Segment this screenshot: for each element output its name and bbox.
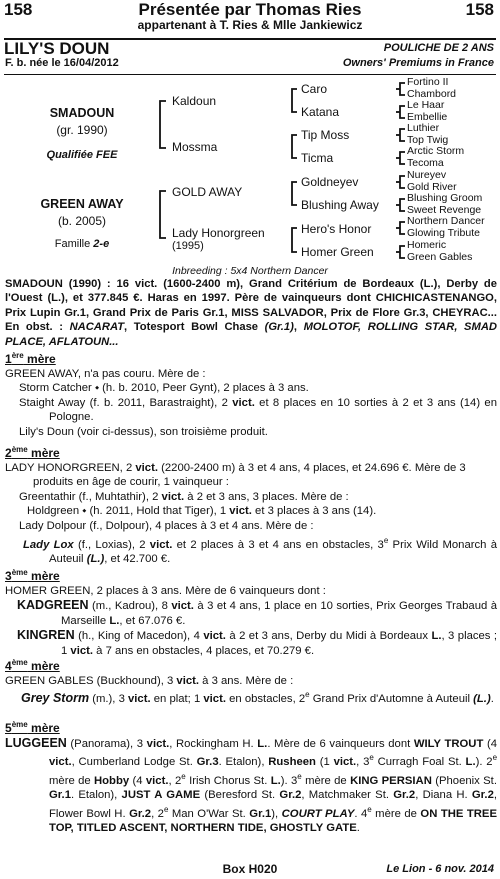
ped-gen4-13: Northern Dancer	[407, 215, 485, 227]
birth-info: F. b. née le 16/04/2012	[5, 57, 119, 69]
ped-gen3-8: Homer Green	[301, 245, 374, 259]
produce-lady-dolpour: Lady Dolpour (f., Dolpour), 4 places à 3 et 4 ans. Mère de :	[19, 519, 314, 532]
ped-gen4-16: Green Gables	[407, 251, 473, 263]
section-fourth-dam	[5, 656, 497, 707]
heading-fourth-dam: 4ème mère	[5, 658, 60, 673]
first-dam-line: GREEN AWAY, n'a pas couru. Mère de :	[5, 367, 206, 380]
ped-gen4-12: Sweet Revenge	[407, 204, 482, 216]
ped-gen4-1: Fortino II	[407, 76, 449, 88]
footer-place-date: Le Lion - 6 nov. 2014	[386, 863, 494, 875]
produce-holdgreen: Holdgreen ⬩ (h. 2011, Hold that Tiger), 1 vict. et 3 places à 3 ans (14).	[27, 505, 377, 518]
ped-gen3-2: Katana	[301, 105, 340, 119]
ped-gen4-3: Le Haar	[407, 99, 445, 111]
page-title: Présentée par Thomas Ries	[138, 0, 362, 19]
ped-gen3-7: Hero's Honor	[301, 222, 372, 236]
ped-gen4-10: Gold River	[407, 181, 457, 193]
sire-note: Qualifiée FEE	[46, 149, 118, 161]
dam-name: GREEN AWAY	[40, 197, 124, 211]
ped-gen4-4: Embellie	[407, 111, 448, 123]
section-third-dam	[5, 566, 497, 659]
ped-gen2-3: GOLD AWAY	[172, 185, 243, 199]
owners-premiums: Owners' Premiums in France	[342, 57, 494, 69]
ped-gen4-2: Chambord	[407, 88, 457, 100]
ped-gen4-5: Luthier	[407, 122, 440, 134]
produce-greentathir: Greentathir (f., Muhtathir), 2 vict. à 2 et 3 ans, 3 places. Mère de :	[19, 490, 349, 503]
ped-gen3-3: Tip Moss	[301, 128, 350, 142]
ped-gen3-1: Caro	[301, 82, 328, 96]
produce-lady-lox: Lady Lox (f., Loxias), 2 vict. et 2 places à 3 et 4 ans en obstacles, 3e Prix Wild Monarch à Auteuil (L.), et 42.700 €.	[23, 535, 497, 565]
ped-gen2-4-year: (1995)	[172, 240, 204, 252]
section-second-dam	[5, 443, 497, 567]
sire-info: (gr. 1990)	[56, 123, 108, 137]
ped-gen4-8: Tecoma	[407, 157, 444, 169]
lot-number-left: 158	[4, 0, 33, 19]
second-dam-line: LADY HONORGREEN, 2 vict. (2200-2400 m) à 3 et 4 ans, 4 places, et 24.696 €. Mère de 3 produits en âge de courir, 1 vainqueur :	[5, 461, 466, 489]
ped-gen2-4: Lady Honorgreen	[172, 226, 265, 240]
fifth-dam-paragraph: LUGGEEN (Panorama), 3 vict., Rockingham H. L.. Mère de 6 vainqueurs dont WILY TROUT (4 vict., Cumberland Lodge St. Gr.3. Etalon), Rusheen (1 vict., 3e Curragh Foal St. L.). 2e mère de Hobby (4 vict., 2e Irish Chorus St. L.). 3e mère de KING PERSIAN (Phoenix St. Gr.1. Etalon), JUST A GAME (Beresford St. Gr.2, Matchmaker St. Gr.2, Diana H. Gr.2, Flower Bowl H. Gr.2, 2e Man O'War St. Gr.1), COURT PLAY. 4e mère de ON THE TREE TOP, TITLED ASCENT, NORTHERN TIDE, GHOSTLY GATE.	[5, 735, 498, 834]
sire-summary: SMADOUN (1990) : 16 vict. (1600-2400 m), Grand Critérium de Bordeaux (L.), Derby de l'Ouest (L.), et 377.845 €. Haras en 1997. Père de vainqueurs dont CHICHICASTENANGO, Prix Lupin Gr.1, Grand Prix de Paris Gr.1, MISS SALVADOR, Prix de Flore Gr.3, CHEYRAC... En obst. : NACARAT, Totesport Bowl Chase (Gr.1), MOLOTOF, ROLLING STAR, SMAD PLACE, AFLATOUN...	[5, 278, 497, 348]
dam-info: (b. 2005)	[57, 214, 107, 228]
produce-lilys-doun: Lily's Doun (voir ci-dessus), son troisième produit.	[19, 425, 268, 438]
heading-fifth-dam: 5ème mère	[5, 720, 60, 735]
sire-name: SMADOUN	[49, 106, 115, 120]
produce-staight-away: Staight Away (f. b. 2011, Barastraight), 2 vict. et 8 places en 10 sorties à 2 et 3 ans (14) en Pologne.	[19, 396, 497, 424]
ped-gen2-2: Mossma	[172, 140, 218, 154]
produce-grey-storm: Grey Storm (m.), 3 vict. en plat; 1 vict. en obstacles, 2e Grand Prix d'Automne à Auteuil (L.).	[21, 690, 494, 705]
third-dam-line: HOMER GREEN, 2 places à 3 ans. Mère de 6 vainqueurs dont :	[5, 584, 326, 597]
owner-line: appartenant à T. Ries & Mlle Jankiewicz	[137, 18, 363, 32]
ped-gen4-6: Top Twig	[407, 134, 449, 146]
ped-gen4-7: Arctic Storm	[407, 145, 465, 157]
fourth-dam-line: GREEN GABLES (Buckhound), 3 vict. à 3 ans. Mère de :	[5, 674, 294, 687]
heading-first-dam: 1ère mère	[5, 351, 56, 366]
ped-gen3-4: Ticma	[301, 151, 334, 165]
heading-third-dam: 3ème mère	[5, 568, 60, 583]
lot-number-right: 158	[465, 0, 494, 19]
section-fifth-dam	[5, 718, 497, 835]
section-first-dam	[5, 349, 497, 440]
horse-name: LILY'S DOUN	[4, 39, 110, 58]
ped-gen4-11: Blushing Groom	[407, 192, 483, 204]
ped-gen4-9: Nureyev	[407, 169, 447, 181]
produce-storm-catcher: Storm Catcher ⬩ (h. b. 2010, Peer Gynt), 2 places à 3 ans.	[19, 382, 309, 395]
inbreeding-note: Inbreeding : 5x4 Northern Dancer	[172, 265, 328, 277]
produce-kingren: KINGREN (h., King of Macedon), 4 vict. à 2 et 3 ans, Derby du Midi à Bordeaux L., 3 places ; 1 vict. à 7 ans en obstacles, 4 places, et 70.279 €.	[17, 628, 498, 657]
produce-kadgreen: KADGREEN (m., Kadrou), 8 vict. à 3 et 4 ans, 1 place en 10 sorties, Prix Georges Trabaud à Marseille L., et 67.076 €.	[17, 598, 497, 627]
ped-gen4-14: Glowing Tribute	[407, 227, 480, 239]
dam-family: Famille 2-e	[54, 238, 110, 250]
sex-age: POULICHE DE 2 ANS	[383, 42, 494, 54]
heading-second-dam: 2ème mère	[5, 445, 60, 460]
ped-gen3-5: Goldneyev	[301, 175, 359, 189]
ped-gen2-1: Kaldoun	[172, 94, 217, 108]
footer-box: Box H020	[222, 862, 278, 876]
ped-gen4-15: Homeric	[407, 239, 447, 251]
ped-gen3-6: Blushing Away	[301, 198, 379, 212]
